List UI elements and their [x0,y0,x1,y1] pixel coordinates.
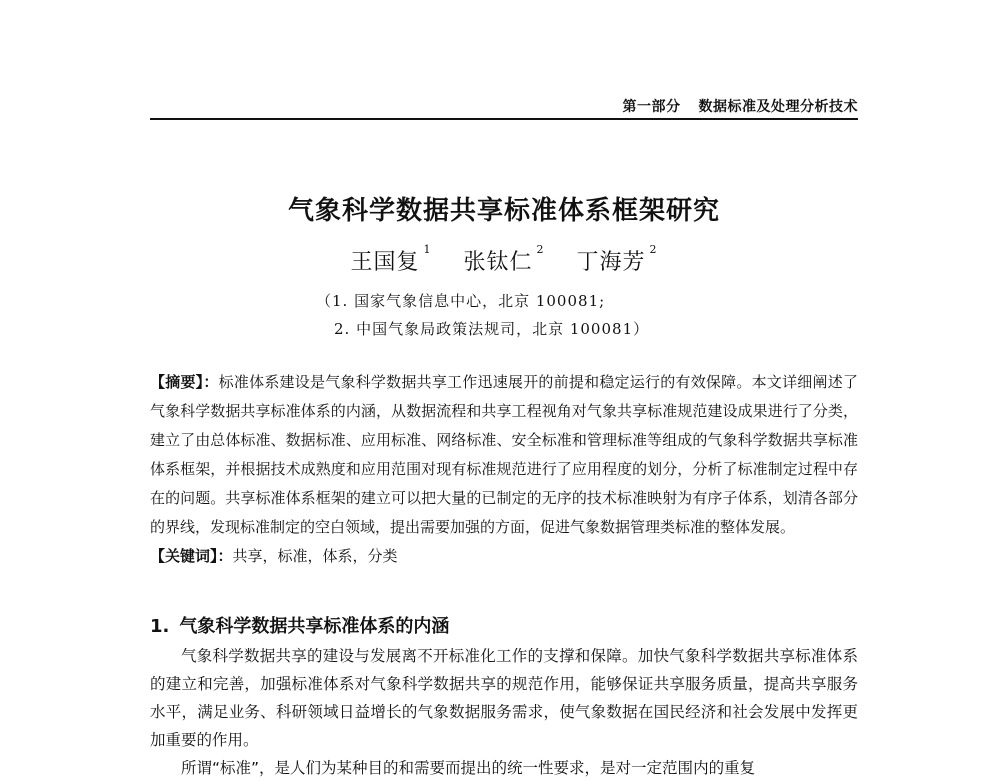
section-1-paragraph-2: 所谓“标准”，是人们为某种目的和需要而提出的统一性要求，是对一定范围内的重复 [181,759,756,777]
running-header-part: 第一部分 [622,99,681,115]
author-1 [350,245,431,276]
section-1-paragraph-1: 气象科学数据共享的建设与发展离不开标准化工作的支撑和保障。加快气象科学数据共享标准体系的建立和完善，加强标准体系对气象科学数据共享的规范作用，能够保证共享服务质量，提高共享服务水平，满足业务、科研领域日益增长的气象数据服务需求，使气象数据在国民经济和社会发展中发挥更加重要的作用。 [150,647,858,749]
abstract-block [150,368,858,571]
keywords-text: 共享，标准，体系，分类 [232,547,398,565]
section-1-heading [150,612,858,638]
paper-title: 气象科学数据共享标准体系框架研究 [287,196,720,226]
abstract-label: 【摘要】： [150,373,219,391]
author-3-name: 丁海芳 [576,250,646,275]
author-1-mark: 1 [423,243,432,256]
affiliation-2: 2. 中国气象局政策法规司，北京 100081） [334,320,650,338]
author-2-name: 张钛仁 [463,250,533,275]
section-1-body [150,642,858,782]
author-2-mark: 2 [536,243,545,256]
keywords-label: 【关键词】： [150,547,233,565]
author-2 [463,245,544,276]
author-1-name: 王国复 [350,250,420,275]
affiliation-1: （1. 国家气象信息中心，北京 100081; [316,292,606,310]
abstract-paragraph [150,368,858,542]
section-1-number: 1. [150,616,170,637]
keywords-line [150,542,858,571]
running-header [150,96,858,116]
header-rule [150,118,858,120]
section-1-title: 气象科学数据共享标准体系的内涵 [179,616,450,637]
abstract-text: 标准体系建设是气象科学数据共享工作迅速展开的前提和稳定运行的有效保障。本文详细阐述了气象科学数据共享标准体系的内涵，从数据流程和共享工程视角对气象共享标准规范建设成果进行了分类，建立了由总体标准、数据标准、应用标准、网络标准、安全标准和管理标准等组成的气象科学数据共享标准体系框架，并根据技术成熟度和应用范围对现有标准规范进行了应用程度的划分，分析了标准制定过程中存在的问题。共享标准体系框架的建立可以把大量的已制定的无序的技术标准映射为有序子体系，划清各部分的界线，发现标准制定的空白领域，提出需要加强的方面，促进气象数据管理类标准的整体发展。 [150,373,858,536]
author-3 [577,245,658,276]
author-list [150,245,858,276]
running-header-section: 数据标准及处理分析技术 [698,99,858,115]
author-3-mark: 2 [649,243,658,256]
